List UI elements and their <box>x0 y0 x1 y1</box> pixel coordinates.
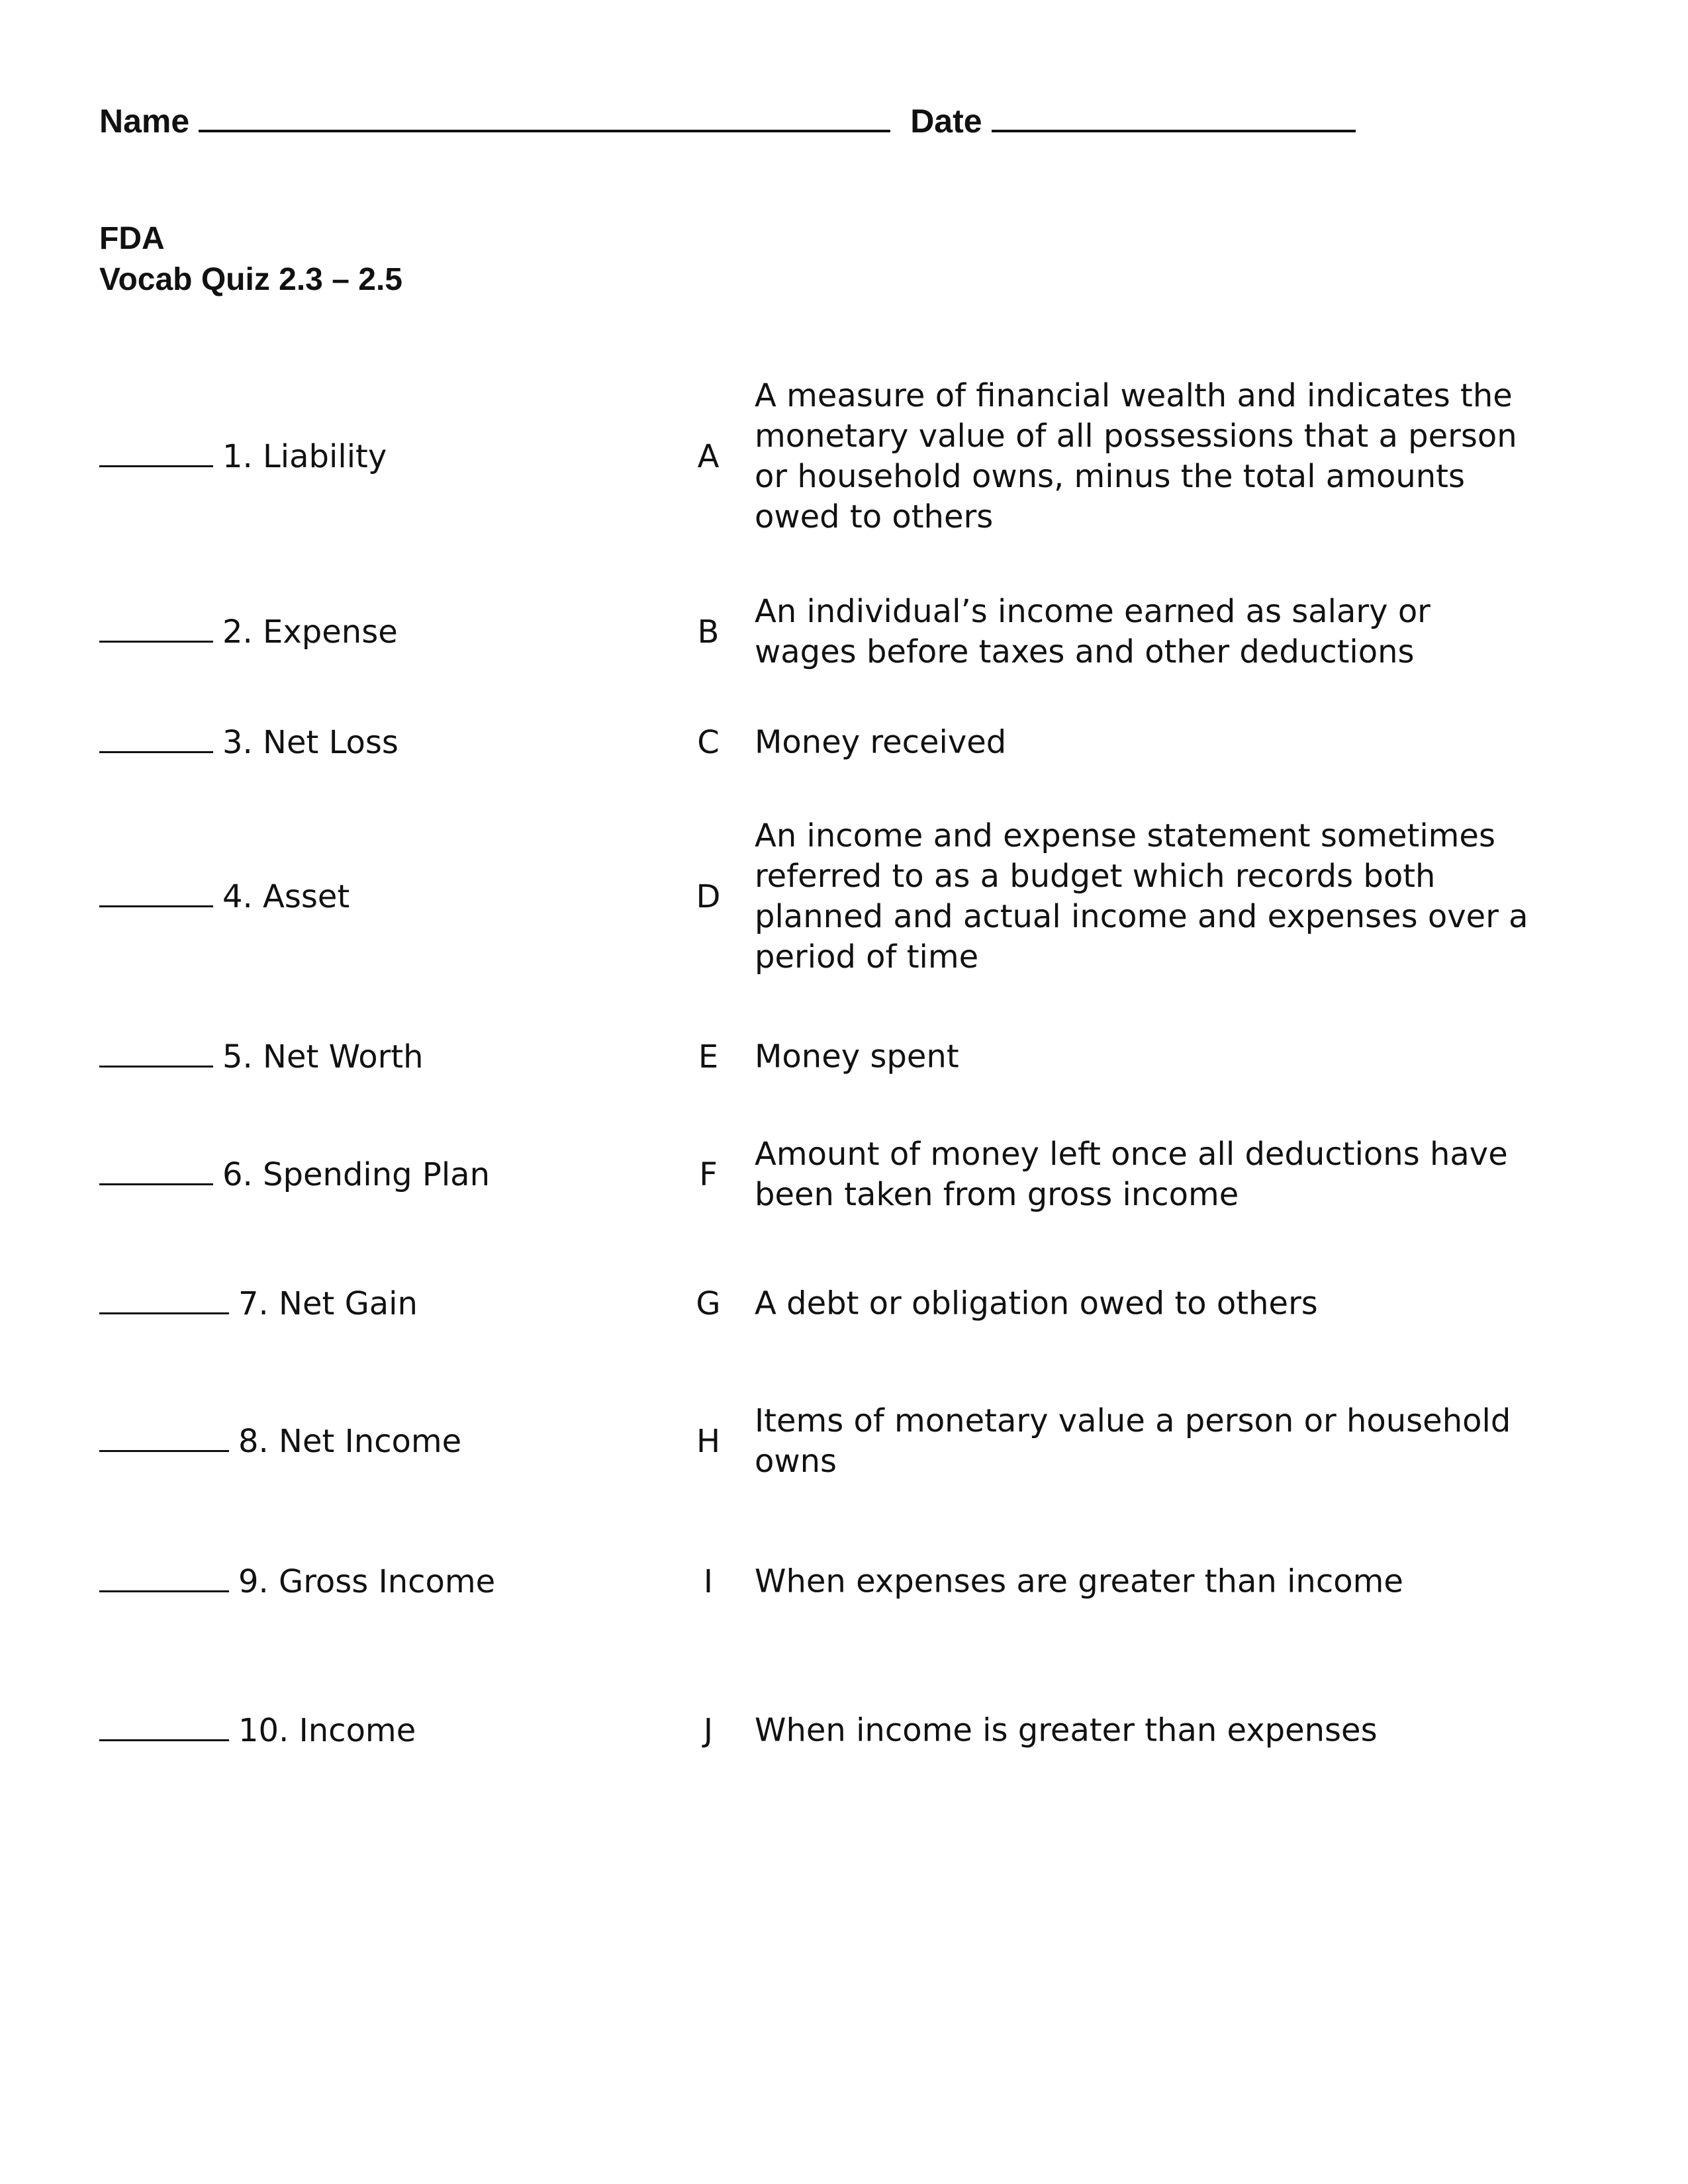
term-label: 10. Income <box>238 1712 416 1749</box>
answer-blank[interactable] <box>99 879 213 907</box>
term-label: 3. Net Loss <box>222 724 399 761</box>
term-item <box>99 1156 490 1193</box>
term-item <box>99 438 387 475</box>
definition-text: When expenses are greater than income <box>755 1563 1403 1600</box>
definition-letter: J <box>703 1712 714 1749</box>
quiz-title: Vocab Quiz 2.3 – 2.5 <box>99 262 402 297</box>
answer-blank[interactable] <box>99 1564 229 1592</box>
name-label: Name <box>99 103 190 140</box>
term-item <box>99 1038 424 1075</box>
term-label: 9. Gross Income <box>238 1563 496 1600</box>
term-item <box>99 878 350 915</box>
definition-text: Money spent <box>755 1038 959 1075</box>
term-item <box>99 1563 495 1600</box>
term-item <box>99 724 399 761</box>
definition-text: Amount of money left once all deductions have been taken from gross income <box>755 1136 1508 1213</box>
header-line <box>99 99 1356 143</box>
definition-letter: F <box>699 1156 718 1193</box>
course-title: FDA <box>99 221 165 256</box>
definition-letter: B <box>697 614 720 651</box>
definition-text: A measure of financial wealth and indicates the monetary value of all possessions that a person or household owns, minus the total amounts owed to others <box>755 377 1517 535</box>
definition-letter: E <box>698 1038 719 1075</box>
definition-text: When income is greater than expenses <box>755 1711 1378 1749</box>
answer-blank[interactable] <box>99 1157 213 1185</box>
definition-text: An income and expense statement sometimes referred to as a budget which records both planned and actual income and expenses over a period of time <box>755 817 1528 976</box>
answer-blank[interactable] <box>99 1039 213 1068</box>
definition-text: Money received <box>755 723 1007 761</box>
name-blank[interactable] <box>199 99 890 132</box>
date-blank[interactable] <box>992 99 1356 132</box>
term-label: 8. Net Income <box>238 1423 462 1460</box>
term-item <box>99 1712 416 1749</box>
term-label: 4. Asset <box>222 878 350 915</box>
term-item <box>99 1423 461 1460</box>
answer-blank[interactable] <box>99 1713 229 1741</box>
definition-letter: G <box>696 1285 721 1322</box>
definition-text: An individual’s income earned as salary or wages before taxes and other deductions <box>755 593 1430 670</box>
definition-letter: A <box>697 438 720 475</box>
answer-blank[interactable] <box>99 614 213 643</box>
definition-letter: I <box>703 1563 714 1600</box>
term-item <box>99 1285 418 1322</box>
quiz-titles <box>99 218 402 300</box>
definition-text: A debt or obligation owed to others <box>755 1285 1318 1322</box>
definition-letter: H <box>696 1423 721 1460</box>
answer-blank[interactable] <box>99 1424 229 1452</box>
definition-letter: D <box>696 878 721 915</box>
answer-blank[interactable] <box>99 1286 229 1314</box>
term-item <box>99 614 398 651</box>
definition-letter: C <box>697 724 720 761</box>
definition-text: Items of monetary value a person or household owns <box>755 1402 1511 1480</box>
term-label: 2. Expense <box>222 614 398 651</box>
term-label: 7. Net Gain <box>238 1285 418 1322</box>
term-label: 5. Net Worth <box>222 1038 424 1075</box>
term-label: 1. Liability <box>222 438 387 475</box>
term-label: 6. Spending Plan <box>222 1156 491 1193</box>
answer-blank[interactable] <box>99 439 213 467</box>
date-label: Date <box>910 103 982 140</box>
answer-blank[interactable] <box>99 725 213 753</box>
